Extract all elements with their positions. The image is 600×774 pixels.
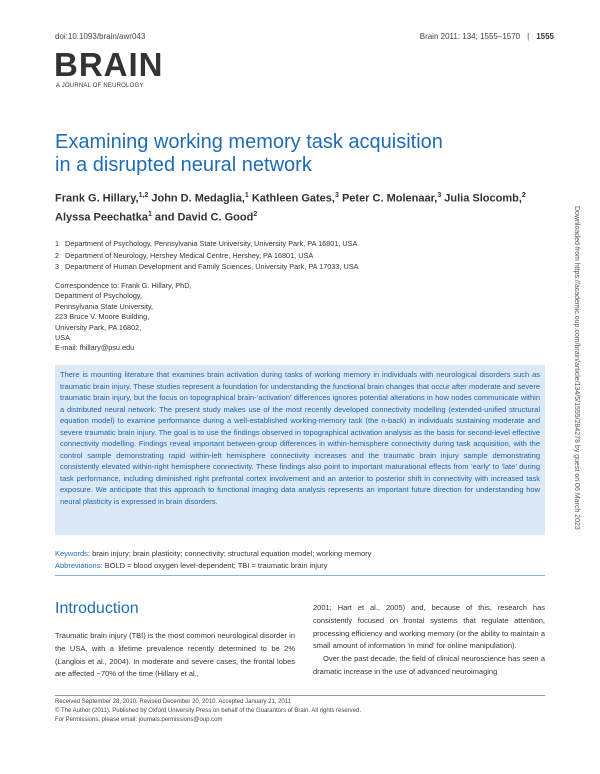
doi-header: doi:10.1093/brain/awr043 xyxy=(55,32,146,41)
journal-subtitle: A JOURNAL OF NEUROLOGY xyxy=(56,83,144,89)
download-notice[interactable]: Downloaded from https://academic.oup.com/brain/article/134/5/1555/284278 by guest on 06 March 2023 xyxy=(573,206,580,530)
author-affil-ref: 1 xyxy=(147,210,152,218)
journal-logo[interactable]: BRAIN xyxy=(54,46,164,83)
author-name: and David C. Good xyxy=(151,211,254,224)
paragraph: Traumatic brain injury (TBI) is the most common neurological disorder in the USA, with a lifetime prevalence recently determined to be 2% (Langlois et al., 2004). In moderate and severe cases, the frontal lobes are affected ~70% of the time (Hillary et al., xyxy=(55,631,295,679)
author-line-1 xyxy=(55,188,555,207)
author-name: Peter C. Molenaar, xyxy=(338,192,438,205)
affiliation-number: 1 xyxy=(55,239,60,248)
citation-header xyxy=(420,32,554,41)
author-name: Alyssa Peechatka xyxy=(55,211,148,224)
keywords-label: Keywords: xyxy=(55,549,91,558)
correspondence-line: USA xyxy=(55,333,71,343)
abstract-text: There is mounting literature that examines brain activation during tasks of working memory in individuals with neurological disorders such as traumatic brain injury. These studies represent a foundation for understanding the functional brain changes that occur after moderate and severe traumatic brain injury, but the focus on topographical brain-‘activation’ differences ignores potential alterations in how nodes communicate within a distributed neural network. The present study makes use of the most recently developed connectivity modelling (extended-unified structural equation model) to examine performance during a well-established working-memory task (the n-back) in individuals sustaining moderate and severe traumatic brain injury. The goal is to use the findings observed in topographical activation analysis as the basis for second-level effective connectivity modelling. Findings reveal important between-group differences in within-hemisphere connectivity during task acquisition, with the control sample demonstrating rapid within-left hemisphere connectivity increases and the traumatic brain injury sample demonstrating consistently elevated within-right hemisphere connectivity. These findings also point to important maturational effects from ‘early’ to ‘late’ during task performance, including diminished right prefrontal cortex involvement and an anterior to posterior shift in connectivity with increased task exposure. We anticipate that this approach to functional imaging data analysis represents an important future direction for understanding how neural plasticity is expressed in brain disorders. xyxy=(60,370,540,506)
author-name: John D. Medaglia, xyxy=(148,192,245,205)
keywords-block xyxy=(55,548,545,571)
affiliation-item xyxy=(55,238,555,250)
author-name: Julia Slocomb, xyxy=(441,192,522,205)
footer-divider xyxy=(55,695,545,696)
keywords-text: brain injury; brain plasticity; connectivity; structural equation model; working memory xyxy=(90,549,372,558)
paragraph: Over the past decade, the field of clinical neuroscience has seen a dramatic increase in the use of advanced neuroimaging xyxy=(313,654,545,676)
author-name: Frank G. Hillary, xyxy=(55,192,139,205)
author-affil-ref: 3 xyxy=(437,192,442,199)
abbreviations-text: BOLD = blood oxygen level-dependent; TBI = traumatic brain injury xyxy=(102,560,328,570)
footer-received: Received September 28, 2010. Revised December 20, 2010. Accepted January 21, 2011 xyxy=(55,699,292,705)
correspondence-line: Correspondence to: Frank G. Hillary, PhD, xyxy=(55,281,192,290)
correspondence-block xyxy=(55,281,355,354)
author-affil-ref: 2 xyxy=(521,192,526,199)
affiliation-text: Department of Neurology, Hershey Medical Centre, Hershey, PA 16801, USA xyxy=(65,250,314,260)
title-line-2: in a disrupted neural network xyxy=(55,154,312,176)
author-line-2 xyxy=(55,207,555,226)
author-affil-ref: 1 xyxy=(244,192,249,199)
abbreviations-label: Abbreviations: xyxy=(55,560,103,570)
footer-copyright: © The Author (2011). Published by Oxford University Press on behalf of the Guarantors of Brain. All rights reserved. xyxy=(55,708,362,714)
download-sidebar xyxy=(556,206,588,606)
author-name: Kathleen Gates, xyxy=(248,192,335,205)
body-column-right xyxy=(313,602,545,679)
affiliation-text: Department of Psychology, Pennsylvania State University, University Park, PA 16801, USA xyxy=(65,239,358,248)
page-number: 1555 xyxy=(536,32,554,41)
correspondence-line: University Park, PA 16802, xyxy=(55,322,142,332)
abstract-box xyxy=(55,365,545,535)
section-heading-introduction: Introduction xyxy=(55,600,139,617)
keywords-divider xyxy=(55,575,545,576)
affiliation-text: Department of Human Development and Family Sciences, University Park, PA 17033, USA xyxy=(65,262,359,271)
correspondence-line: Pennsylvania State University, xyxy=(55,301,154,311)
author-affil-ref: 1,2 xyxy=(138,192,149,199)
affiliation-item xyxy=(55,250,555,262)
correspondence-email[interactable]: E-mail: fhillary@psu.edu xyxy=(55,343,135,353)
paragraph: 2001; Hart et al., 2005) and, because of this, research has consistently focused on frontal systems that regulate attention, processing efficiency and working memory (or the ability to maintain a small amount of information ‘in mind’ for online manipulation). xyxy=(313,603,545,651)
body-column-left xyxy=(55,630,295,681)
affiliation-number: 2 xyxy=(55,250,60,260)
author-affil-ref: 2 xyxy=(253,210,258,218)
correspondence-line: Department of Psychology, xyxy=(55,291,143,301)
keywords-line xyxy=(55,548,545,560)
title-line-1: Examining working memory task acquisition xyxy=(55,131,443,153)
affiliations xyxy=(55,238,555,273)
correspondence-line: 223 Bruce V. Moore Building, xyxy=(55,312,150,322)
footer-permissions: For Permissions, please email: journals.permissions@oup.com xyxy=(55,717,223,723)
page-footer xyxy=(55,698,545,725)
affiliation-item xyxy=(55,261,555,273)
abbreviations-line xyxy=(55,560,545,572)
article-title xyxy=(55,131,535,177)
author-list xyxy=(55,188,555,225)
affiliation-number: 3 xyxy=(55,262,60,271)
author-affil-ref: 3 xyxy=(334,192,339,199)
header-separator: | xyxy=(527,32,530,41)
journal-citation: Brain 2011: 134; 1555–1570 xyxy=(419,32,521,41)
